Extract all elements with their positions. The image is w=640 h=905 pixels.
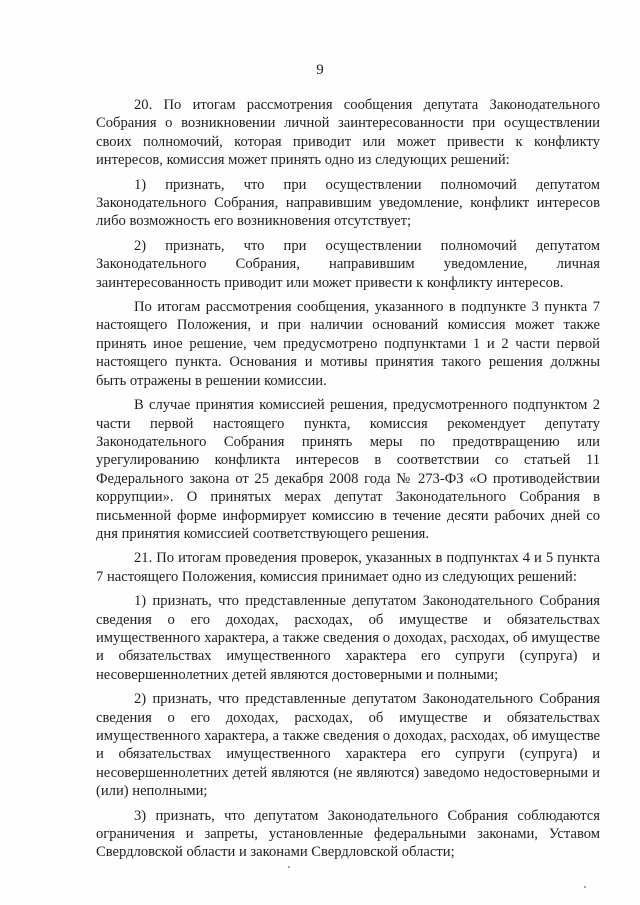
page-number: 9 (316, 62, 324, 78)
paragraph-21-intro: 21. По итогам проведения проверок, указанных в подпунктах 4 и 5 пункта 7 настоящего Положения, комиссия принимает одно из следующих решений: (96, 550, 600, 585)
paragraph-20-option-1: 1) признать, что при осуществлении полномочий депутатом Законодательного Собрания, направившим уведомление, конфликт интересов либо возможность его возникновения отсутствует; (96, 176, 600, 230)
scan-speck (584, 886, 586, 888)
paragraph-21-option-1: 1) признать, что представленные депутатом Законодательного Собрания сведения о его доходах, расходах, об имуществе и обязательствах имущественного характера, а также сведения о доходах, расходах, об имуществе и обязательствах имущественного характера его супруги (супруга) и несовершеннолетних детей являются достоверными и полными; (96, 593, 600, 683)
paragraph-20-recommendation: В случае принятия комиссией решения, предусмотренного подпунктом 2 части первой настоящего пункта, комиссия рекомендует депутату Законодательного Собрания принять меры по предотвращению или урегулированию конфликта интересов в соответствии со статьей 11 Федерального закона от 25 декабря 2008 года № 273-ФЗ «О противодействии коррупции». О принятых мерах депутат Законодательного Собрания в письменной форме информирует комиссию в течение десяти рабочих дней со дня принятия комиссией соответствующего решения. (96, 397, 600, 542)
document-body (96, 96, 600, 868)
paragraph-21-option-2: 2) признать, что представленные депутатом Законодательного Собрания сведения о его доходах, расходах, об имуществе и обязательствах имущественного характера, а также сведения о доходах, расходах, об имуществе и обязательствах имущественного характера его супруги (супруга) и несовершеннолетних детей являются (не являются) заведомо недостоверными и (или) неполными; (96, 691, 600, 800)
paragraph-20-intro: 20. По итогам рассмотрения сообщения депутата Законодательного Собрания о возникновении личной заинтересованности при осуществлении своих полномочий, которая приводит или может привести к конфликту интересов, комиссия может принять одно из следующих решений: (96, 97, 600, 169)
scan-speck (288, 866, 290, 868)
paragraph-21-option-3: 3) признать, что депутатом Законодательного Собрания соблюдаются ограничения и запреты, установленные федеральными законами, Уставом Свердловской области и законами Свердловской области; (96, 807, 600, 861)
paragraph-20-other-decision: По итогам рассмотрения сообщения, указанного в подпункте 3 пункта 7 настоящего Положения, и при наличии оснований комиссия может также принять иное решение, чем предусмотрено подпунктами 1 и 2 части первой настоящего пункта. Основания и мотивы принятия такого решения должны быть отражены в решении комиссии. (96, 299, 600, 389)
paragraph-20-option-2: 2) признать, что при осуществлении полномочий депутатом Законодательного Собрания, направившим уведомление, личная заинтересованность приводит или может привести к конфликту интересов. (96, 237, 600, 291)
